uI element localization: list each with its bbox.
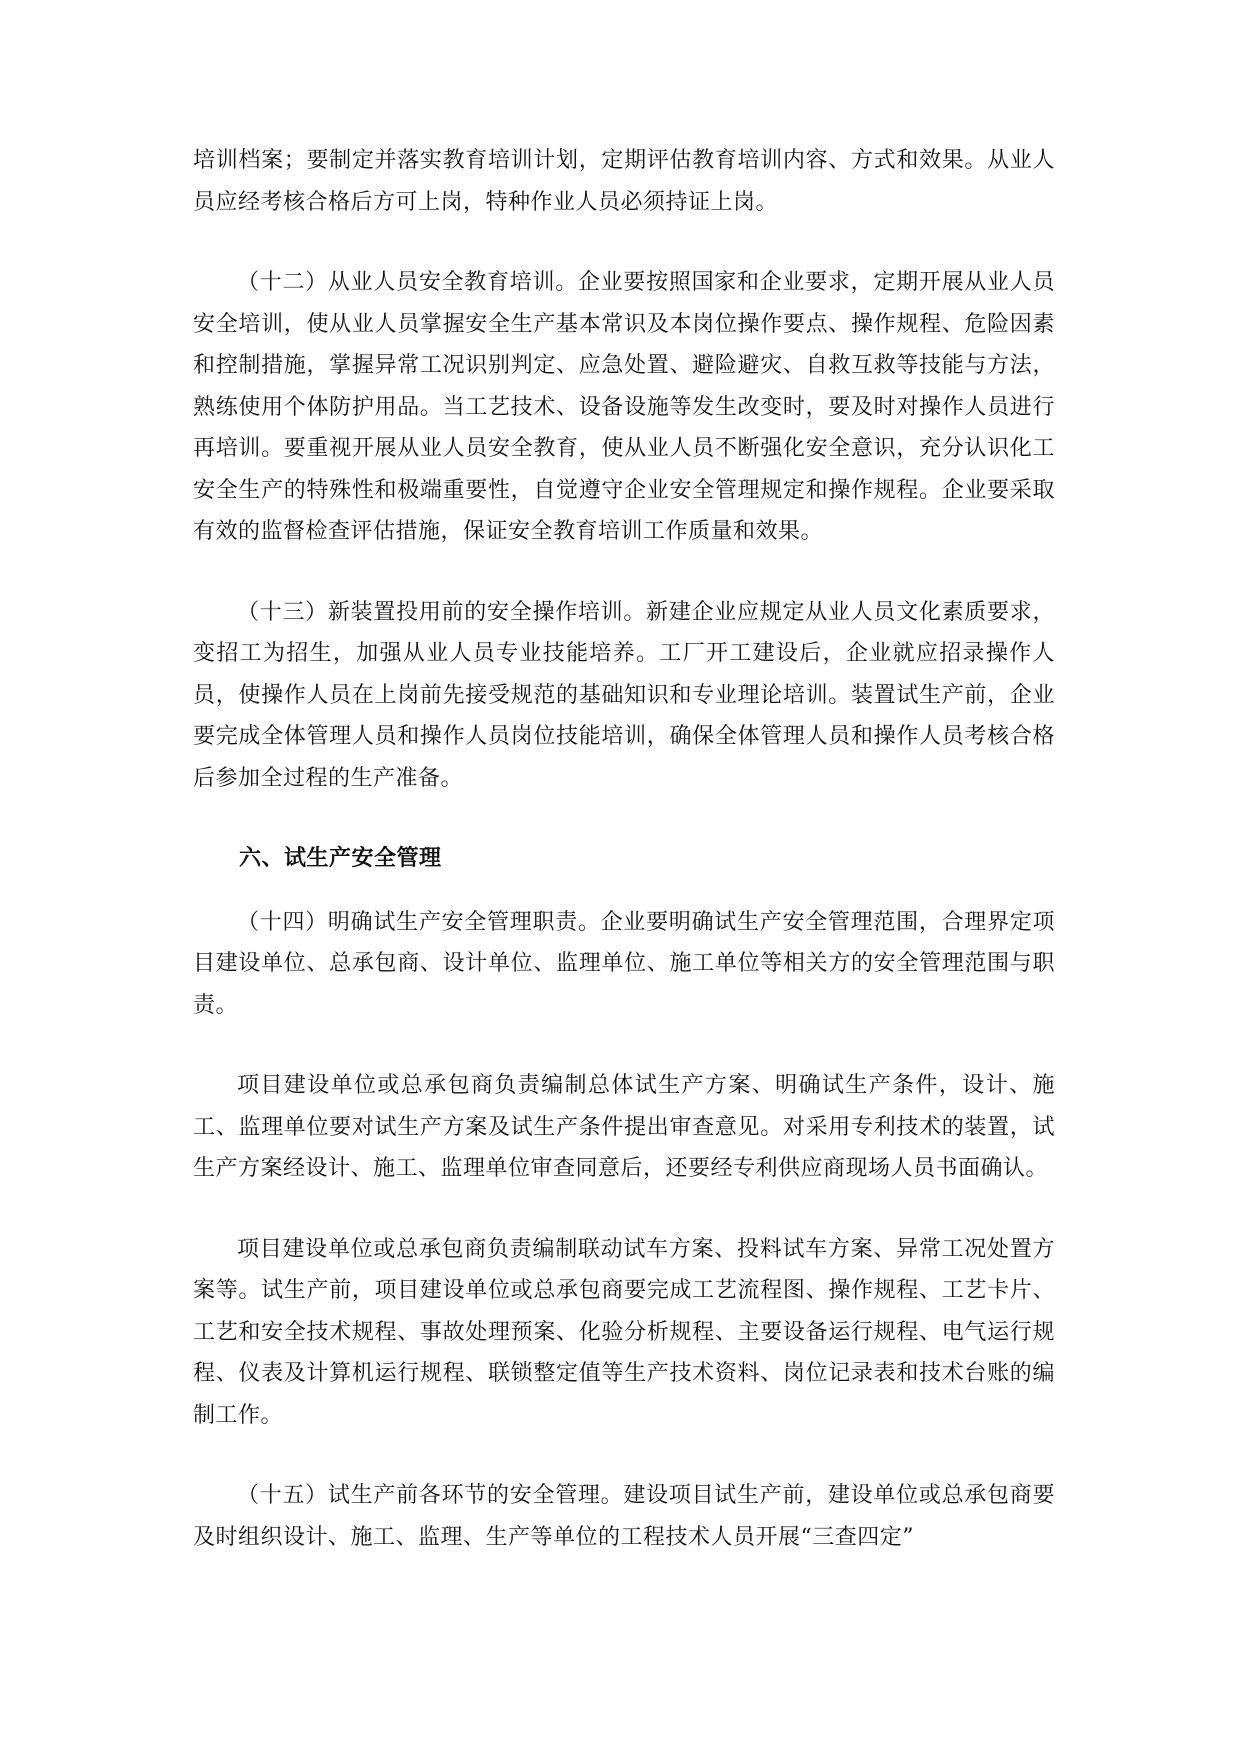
paragraph-gap <box>193 880 1055 902</box>
paragraph-gap <box>193 1436 1055 1475</box>
paragraph-gap <box>193 223 1055 262</box>
paragraph-gap <box>193 1190 1055 1229</box>
paragraph-14-trial-production-duties: （十四）明确试生产安全管理职责。企业要明确试生产安全管理范围，合理界定项目建设单位、总承包商、设计单位、监理单位、施工单位等相关方的安全管理范围与职责。 <box>193 909 1055 1018</box>
section-heading-6: 六、试生产安全管理 <box>239 846 442 871</box>
paragraph-trial-run-documents: 项目建设单位或总承包商负责编制联动试车方案、投料试车方案、异常工况处置方案等。试生产前，项目建设单位或总承包商要完成工艺流程图、操作规程、工艺卡片、工艺和安全技术规程、事故处理预案、化验分析规程、主要设备运行规程、电气运行规程、仪表及计算机运行规程、联锁整定值等生产技术资料、岗位记录表和技术台账的编制工作。 <box>193 1236 1055 1428</box>
paragraph-training-records-cont: 培训档案；要制定并落实教育培训计划，定期评估教育培训内容、方式和效果。从业人员应经考核合格后方可上岗，特种作业人员必须持证上岗。 <box>193 148 1055 215</box>
paragraph-gap <box>193 1026 1055 1065</box>
paragraph-12-safety-training: （十二）从业人员安全教育培训。企业要按照国家和企业要求，定期开展从业人员安全培训，使从业人员掌握安全生产基本常识及本岗位操作要点、操作规程、危险因素和控制措施，掌握异常工况识别判定、应急处置、避险避灾、自救互救等技能与方法，熟练使用个体防护用品。当工艺技术、设备设施等发生改变时，要及时对操作人员进行再培训。要重视开展从业人员安全教育，使从业人员不断强化安全意识，充分认识化工安全生产的特殊性和极端重要性，自觉遵守企业安全管理规定和操作规程。企业要采取有效的监督检查评估措施，保证安全教育培训工作质量和效果。 <box>193 270 1055 544</box>
paragraph-trial-plan-review: 项目建设单位或总承包商负责编制总体试生产方案、明确试生产条件，设计、施工、监理单位要对试生产方案及试生产条件提出审查意见。对采用专利技术的装置，试生产方案经设计、施工、监理单位审查同意后，还要经专利供应商现场人员书面确认。 <box>193 1073 1055 1181</box>
paragraph-gap <box>193 553 1055 592</box>
document-page <box>193 140 1055 1558</box>
paragraph-13-new-device-training: （十三）新装置投用前的安全操作培训。新建企业应规定从业人员文化素质要求，变招工为招生，加强从业人员专业技能培养。工厂开工建设后，企业就应招录操作人员，使操作人员在上岗前先接受规范的基础知识和专业理论培训。装置试生产前，企业要完成全体管理人员和操作人员岗位技能培训，确保全体管理人员和操作人员考核合格后参加全过程的生产准备。 <box>193 599 1055 791</box>
paragraph-gap <box>193 799 1055 838</box>
paragraph-15-pre-trial-safety: （十五）试生产前各环节的安全管理。建设项目试生产前，建设单位或总承包商要及时组织设计、施工、监理、生产等单位的工程技术人员开展“三查四定” <box>193 1483 1055 1550</box>
